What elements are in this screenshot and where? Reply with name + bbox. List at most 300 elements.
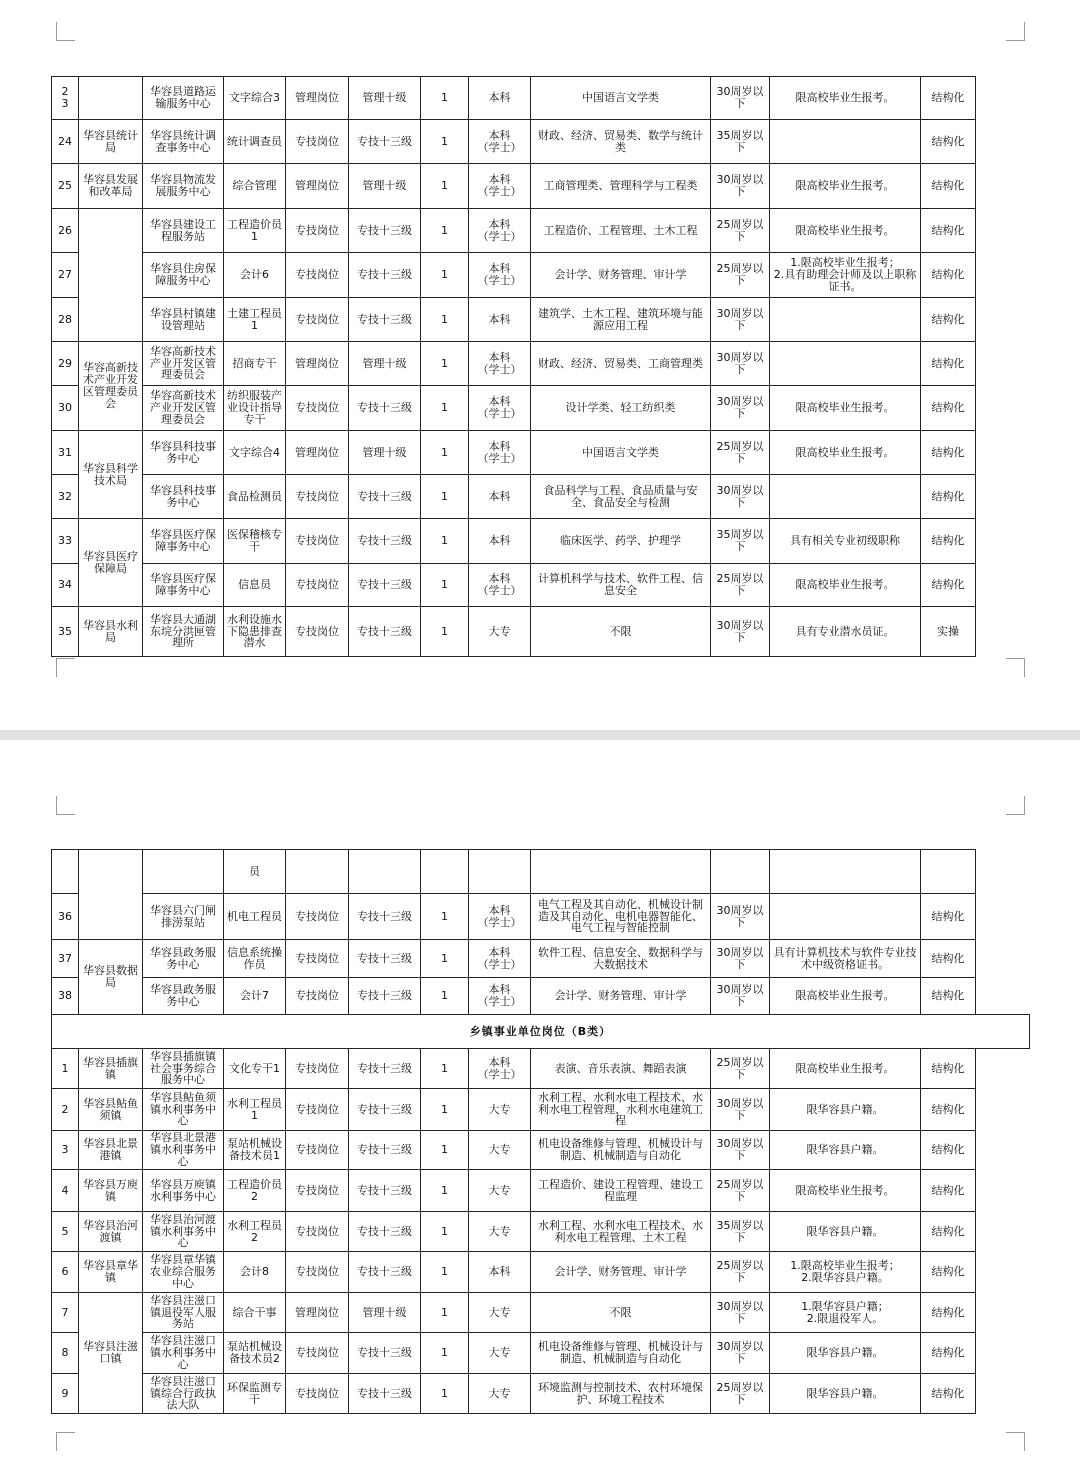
cell-department: 华容县万庾镇 [79,1170,143,1212]
crop-mark-top-right [1006,796,1025,815]
cell-education: 大专 [469,1374,531,1414]
cell-post-name: 综合管理 [224,164,286,209]
table-row [52,978,1030,1015]
cell-seq: 4 [52,1170,79,1212]
cell-other-requirements: 限华容县户籍。 [770,1374,921,1414]
cell-other-requirements: 具有计算机技术与软件专业技术中级资格证书。 [770,940,921,978]
cell-education: 本科 [469,298,531,342]
cell-education: 本科 （学士） [469,978,531,1015]
cell-post-name: 综合干事 [224,1293,286,1333]
cell-other-requirements: 1.限高校毕业生报考； 2.具有助理会计师及以上职称证书。 [770,253,921,298]
cell-exam-type: 结构化 [921,209,976,253]
cell-employer: 华容县注滋口镇水利事务中心 [143,1333,224,1374]
cell-seq: 27 [52,253,79,298]
cell-other-requirements: 限华容县户籍。 [770,1212,921,1252]
cell-post-category: 专技岗位 [286,1049,349,1089]
cell-exam-type: 结构化 [921,940,976,978]
table-row [52,120,1030,164]
cell-other-requirements: 限高校毕业生报考。 [770,1049,921,1089]
cell-department: 华容县章华镇 [79,1252,143,1293]
cell-post-category: 专技岗位 [286,894,349,940]
cell-post-level: 专技十三级 [349,1049,421,1089]
cell-post-category: 专技岗位 [286,298,349,342]
cell-post-level: 专技十三级 [349,607,421,657]
cell-quota: 1 [421,940,469,978]
cell-age-limit: 30周岁以下 [711,342,770,386]
cell-age-limit: 30周岁以下 [711,1089,770,1131]
cell-age-limit: 30周岁以下 [711,77,770,120]
cell-other-requirements: 限华容县户籍。 [770,1333,921,1374]
cell-quota: 1 [421,342,469,386]
cell-age-limit: 30周岁以下 [711,298,770,342]
cell-post-level: 专技十三级 [349,564,421,607]
cell-exam-type: 结构化 [921,475,976,519]
cell-quota: 1 [421,253,469,298]
cell-post-category: 管理岗位 [286,77,349,120]
cell-age-limit: 35周岁以下 [711,120,770,164]
cell-education: 大专 [469,1170,531,1212]
cell-major: 会计学、财务管理、审计学 [531,978,711,1015]
cell-age-limit: 30周岁以下 [711,894,770,940]
cell-quota: 1 [421,894,469,940]
cell-post-name: 水利设施水下隐患排查潜水 [224,607,286,657]
cell-education: 大专 [469,1131,531,1170]
cell-post-name: 文化专干1 [224,1049,286,1089]
table-row [52,1131,1030,1170]
cell-seq [52,850,79,894]
cell-age-limit: 25周岁以下 [711,1374,770,1414]
cell-quota: 1 [421,164,469,209]
cell-major: 机电设备维修与管理、机械设计与制造、机械制造与自动化 [531,1131,711,1170]
cell-major: 环境监测与控制技术、农村环境保护、环境工程技术 [531,1374,711,1414]
cell-other-requirements: 限高校毕业生报考。 [770,386,921,431]
table-row [52,298,1030,342]
cell-major: 中国语言文学类 [531,431,711,475]
cell-department: 华容县注滋口镇 [79,1293,143,1414]
cell-age-limit: 30周岁以下 [711,1293,770,1333]
cell-other-requirements: 1.限高校毕业生报考； 2.限华容县户籍。 [770,1252,921,1293]
cell-post-level: 专技十三级 [349,475,421,519]
cell-major: 财政、经济、贸易类、数学与统计类 [531,120,711,164]
cell-employer: 华容县科技事务中心 [143,475,224,519]
cell-employer: 华容县医疗保障事务中心 [143,564,224,607]
cell-major: 工程造价、建设工程管理、建设工程监理 [531,1170,711,1212]
cell-exam-type: 结构化 [921,1089,976,1131]
table-row [52,431,1030,475]
cell-major: 不限 [531,1293,711,1333]
cell-age-limit: 30周岁以下 [711,978,770,1015]
cell-quota: 1 [421,1170,469,1212]
cell-major: 会计学、财务管理、审计学 [531,253,711,298]
cell-major: 不限 [531,607,711,657]
table-row [52,1089,1030,1131]
table-row [52,475,1030,519]
cell-exam-type: 结构化 [921,386,976,431]
cell-exam-type: 结构化 [921,1293,976,1333]
cell-employer: 华容县六门闸排涝泵站 [143,894,224,940]
crop-mark-top-left [56,796,75,815]
cell-other-requirements: 限高校毕业生报考。 [770,564,921,607]
cell-post-category: 专技岗位 [286,564,349,607]
cell-exam-type: 结构化 [921,164,976,209]
cell-employer: 华容县政务服务中心 [143,978,224,1015]
cell-other-requirements: 具有相关专业初级职称 [770,519,921,564]
table-row [52,1374,1030,1414]
cell-post-category: 专技岗位 [286,1131,349,1170]
cell-education: 大专 [469,1293,531,1333]
cell-post-category: 专技岗位 [286,209,349,253]
table-row [52,1333,1030,1374]
cell-post-category: 专技岗位 [286,253,349,298]
crop-mark-bottom-left [56,658,75,677]
crop-mark-top-right [1006,22,1025,41]
crop-mark-bottom-left [56,1432,75,1451]
cell-other-requirements: 限高校毕业生报考。 [770,431,921,475]
crop-mark-bottom-right [1006,1432,1025,1451]
section-title: 乡镇事业单位岗位（B类） [52,1015,1030,1049]
cell-post-category: 专技岗位 [286,1212,349,1252]
document-page-2 [0,740,1080,1460]
cell-post-name: 文字综合3 [224,77,286,120]
cell-post-category: 专技岗位 [286,1333,349,1374]
table-row [52,1252,1030,1293]
cell-post-category: 管理岗位 [286,342,349,386]
cell-post-category: 专技岗位 [286,1089,349,1131]
cell-post-name: 会计7 [224,978,286,1015]
cell-seq: 34 [52,564,79,607]
cell-education: 大专 [469,1089,531,1131]
cell-department: 华容高新技术产业开发区管理委员会 [79,342,143,431]
cell-education: 本科 （学士） [469,120,531,164]
cell-seq: 26 [52,209,79,253]
cell-exam-type: 实操 [921,607,976,657]
crop-mark-bottom-right [1006,658,1025,677]
cell-exam-type: 结构化 [921,564,976,607]
cell-major: 水利工程、水利水电工程技术、水利水电工程管理、水利水电建筑工程 [531,1089,711,1131]
cell-post-name: 泵站机械设备技术员2 [224,1333,286,1374]
cell-post-category: 专技岗位 [286,1252,349,1293]
cell-post-level [349,850,421,894]
cell-department: 华容县医疗保障局 [79,519,143,607]
cell-department: 华容县科学技术局 [79,431,143,519]
cell-post-category: 专技岗位 [286,519,349,564]
cell-post-name: 水利工程员2 [224,1212,286,1252]
cell-quota: 1 [421,209,469,253]
cell-department: 华容县数据局 [79,940,143,1015]
cell-post-level: 专技十三级 [349,209,421,253]
cell-seq: 3 [52,1131,79,1170]
cell-department [79,209,143,342]
cell-post-level: 专技十三级 [349,978,421,1015]
cell-major: 机电设备维修与管理、机械设计与制造、机械制造与自动化 [531,1333,711,1374]
cell-department: 华容县插旗镇 [79,1049,143,1089]
cell-post-category: 专技岗位 [286,1170,349,1212]
cell-post-level: 专技十三级 [349,1170,421,1212]
cell-post-category: 管理岗位 [286,431,349,475]
cell-major: 设计学类、轻工纺织类 [531,386,711,431]
cell-employer: 华容县鲇鱼须镇水利事务中心 [143,1089,224,1131]
cell-employer: 华容县万庾镇水利事务中心 [143,1170,224,1212]
cell-post-level: 专技十三级 [349,1131,421,1170]
cell-education: 本科 （学士） [469,164,531,209]
cell-employer: 华容县科技事务中心 [143,431,224,475]
cell-major: 财政、经济、贸易类、工商管理类 [531,342,711,386]
cell-post-level: 管理十级 [349,431,421,475]
cell-post-category: 专技岗位 [286,978,349,1015]
cell-education: 大专 [469,607,531,657]
cell-other-requirements [770,342,921,386]
cell-employer: 华容县插旗镇社会事务综合服务中心 [143,1049,224,1089]
cell-post-level: 管理十级 [349,342,421,386]
cell-quota: 1 [421,1049,469,1089]
cell-post-name: 工程造价员2 [224,1170,286,1212]
cell-employer: 华容县建设工程服务站 [143,209,224,253]
cell-seq: 6 [52,1252,79,1293]
cell-seq: 31 [52,431,79,475]
cell-exam-type: 结构化 [921,1049,976,1089]
cell-post-level: 专技十三级 [349,1252,421,1293]
cell-major: 软件工程、信息安全、数据科学与大数据技术 [531,940,711,978]
cell-seq: 37 [52,940,79,978]
table-row [52,209,1030,253]
table-row [52,894,1030,940]
cell-employer: 华容县物流发展服务中心 [143,164,224,209]
cell-post-level: 专技十三级 [349,894,421,940]
cell-post-category: 管理岗位 [286,164,349,209]
cell-age-limit: 25周岁以下 [711,209,770,253]
cell-seq: 38 [52,978,79,1015]
cell-quota: 1 [421,298,469,342]
cell-seq: 5 [52,1212,79,1252]
cell-education [469,850,531,894]
cell-quota: 1 [421,1374,469,1414]
cell-post-name: 工程造价员1 [224,209,286,253]
cell-post-name: 医保稽核专干 [224,519,286,564]
cell-quota: 1 [421,120,469,164]
cell-quota [421,850,469,894]
cell-other-requirements: 限高校毕业生报考。 [770,978,921,1015]
cell-quota: 1 [421,431,469,475]
cell-other-requirements [770,475,921,519]
cell-age-limit: 35周岁以下 [711,519,770,564]
recruitment-table-page-2 [51,849,1030,1414]
cell-exam-type: 结构化 [921,431,976,475]
cell-age-limit: 30周岁以下 [711,475,770,519]
table-row [52,940,1030,978]
cell-post-category [286,850,349,894]
cell-employer: 华容县统计调查事务中心 [143,120,224,164]
cell-post-level: 专技十三级 [349,120,421,164]
cell-other-requirements [770,894,921,940]
cell-exam-type: 结构化 [921,978,976,1015]
cell-department: 华容县水利局 [79,607,143,657]
cell-post-name: 信息系统操作员 [224,940,286,978]
cell-education: 本科 （学士） [469,431,531,475]
cell-department: 华容县发展和改革局 [79,164,143,209]
cell-age-limit: 35周岁以下 [711,1212,770,1252]
cell-quota: 1 [421,1089,469,1131]
table-row [52,564,1030,607]
cell-education: 本科 （学士） [469,940,531,978]
table-row [52,1049,1030,1089]
cell-seq: 9 [52,1374,79,1414]
cell-post-name: 统计调查员 [224,120,286,164]
cell-age-limit: 25周岁以下 [711,1170,770,1212]
cell-age-limit: 25周岁以下 [711,431,770,475]
cell-other-requirements: 限高校毕业生报考。 [770,164,921,209]
cell-post-level: 专技十三级 [349,1374,421,1414]
cell-seq: 2 [52,1089,79,1131]
cell-exam-type: 结构化 [921,1131,976,1170]
cell-employer: 华容县治河渡镇水利事务中心 [143,1212,224,1252]
table-row [52,77,1030,120]
cell-post-level: 管理十级 [349,1293,421,1333]
cell-seq: 36 [52,894,79,940]
cell-major: 食品科学与工程、食品质量与安全、食品安全与检测 [531,475,711,519]
cell-exam-type: 结构化 [921,342,976,386]
table-row [52,1212,1030,1252]
cell-other-requirements: 限华容县户籍。 [770,1089,921,1131]
cell-education: 本科 [469,475,531,519]
table-row [52,1170,1030,1212]
cell-seq: 8 [52,1333,79,1374]
cell-other-requirements: 限高校毕业生报考。 [770,1170,921,1212]
cell-education: 本科 （学士） [469,564,531,607]
cell-exam-type: 结构化 [921,1252,976,1293]
cell-age-limit: 25周岁以下 [711,564,770,607]
cell-post-level: 专技十三级 [349,1089,421,1131]
cell-department [79,850,143,940]
cell-post-level: 专技十三级 [349,519,421,564]
table-row [52,850,1030,894]
cell-employer: 华容高新技术产业开发区管理委员会 [143,386,224,431]
table-row [52,1293,1030,1333]
crop-mark-top-left [56,22,75,41]
cell-quota: 1 [421,978,469,1015]
cell-employer: 华容县住房保障服务中心 [143,253,224,298]
table-row [52,164,1030,209]
cell-exam-type: 结构化 [921,120,976,164]
cell-department: 华容县统计局 [79,120,143,164]
cell-other-requirements: 限高校毕业生报考。 [770,209,921,253]
cell-post-name: 土建工程员1 [224,298,286,342]
cell-seq: 28 [52,298,79,342]
cell-post-name: 会计6 [224,253,286,298]
cell-seq: 24 [52,120,79,164]
cell-employer: 华容县注滋口镇综合行政执法大队 [143,1374,224,1414]
cell-post-level: 专技十三级 [349,386,421,431]
cell-post-name: 文字综合4 [224,431,286,475]
table-row [52,342,1030,386]
cell-post-name: 机电工程员 [224,894,286,940]
cell-employer [143,850,224,894]
cell-major [531,850,711,894]
page-separator [0,730,1080,740]
cell-seq: 32 [52,475,79,519]
recruitment-table-page-1 [51,76,1030,657]
cell-post-name: 信息员 [224,564,286,607]
cell-quota: 1 [421,519,469,564]
cell-seq: 7 [52,1293,79,1333]
cell-exam-type: 结构化 [921,77,976,120]
cell-education: 本科 （学士） [469,386,531,431]
cell-major: 建筑学、土木工程、建筑环境与能源应用工程 [531,298,711,342]
cell-education: 本科 [469,519,531,564]
cell-department: 华容县治河渡镇 [79,1212,143,1252]
cell-quota: 1 [421,607,469,657]
cell-age-limit: 25周岁以下 [711,1252,770,1293]
cell-post-level: 管理十级 [349,77,421,120]
cell-major: 计算机科学与技术、软件工程、信息安全 [531,564,711,607]
cell-education: 本科 （学士） [469,209,531,253]
cell-exam-type: 结构化 [921,1212,976,1252]
cell-major: 水利工程、水利水电工程技术、水利水电工程管理、土木工程 [531,1212,711,1252]
cell-quota: 1 [421,77,469,120]
cell-post-category: 专技岗位 [286,475,349,519]
cell-other-requirements [770,120,921,164]
cell-education: 大专 [469,1333,531,1374]
table-row [52,607,1030,657]
cell-post-level: 管理十级 [349,164,421,209]
cell-age-limit [711,850,770,894]
cell-exam-type: 结构化 [921,253,976,298]
cell-major: 工程造价、工程管理、土木工程 [531,209,711,253]
cell-post-name: 食品检测员 [224,475,286,519]
cell-education: 本科 [469,1252,531,1293]
cell-exam-type: 结构化 [921,894,976,940]
cell-post-name: 水利工程员1 [224,1089,286,1131]
cell-post-category: 专技岗位 [286,940,349,978]
cell-other-requirements [770,850,921,894]
cell-education: 本科 （学士） [469,342,531,386]
cell-education: 大专 [469,1212,531,1252]
cell-exam-type: 结构化 [921,1333,976,1374]
section-header-row [52,1015,1030,1049]
cell-exam-type: 结构化 [921,1374,976,1414]
cell-department: 华容县北景港镇 [79,1131,143,1170]
cell-employer: 华容县政务服务中心 [143,940,224,978]
cell-age-limit: 30周岁以下 [711,386,770,431]
cell-major: 表演、音乐表演、舞蹈表演 [531,1049,711,1089]
cell-seq: 1 [52,1049,79,1089]
cell-quota: 1 [421,1212,469,1252]
table-row [52,386,1030,431]
cell-education: 本科 [469,77,531,120]
cell-exam-type: 结构化 [921,519,976,564]
cell-other-requirements: 限高校毕业生报考。 [770,77,921,120]
cell-post-name: 会计8 [224,1252,286,1293]
cell-department: 华容县鲇鱼须镇 [79,1089,143,1131]
cell-major: 工商管理类、管理科学与工程类 [531,164,711,209]
cell-education: 本科 （学士） [469,253,531,298]
cell-employer: 华容县北景港镇水利事务中心 [143,1131,224,1170]
cell-major: 会计学、财务管理、审计学 [531,1252,711,1293]
cell-post-level: 专技十三级 [349,940,421,978]
cell-post-level: 专技十三级 [349,253,421,298]
cell-age-limit: 30周岁以下 [711,940,770,978]
cell-employer: 华容县医疗保障事务中心 [143,519,224,564]
cell-quota: 1 [421,475,469,519]
cell-major: 中国语言文学类 [531,77,711,120]
cell-other-requirements: 具有专业潜水员证。 [770,607,921,657]
cell-seq: 2 3 [52,77,79,120]
cell-post-level: 专技十三级 [349,298,421,342]
cell-post-level: 专技十三级 [349,1212,421,1252]
cell-post-name: 员 [224,850,286,894]
cell-post-category: 专技岗位 [286,386,349,431]
cell-age-limit: 25周岁以下 [711,1049,770,1089]
cell-post-name: 环保监测专干 [224,1374,286,1414]
